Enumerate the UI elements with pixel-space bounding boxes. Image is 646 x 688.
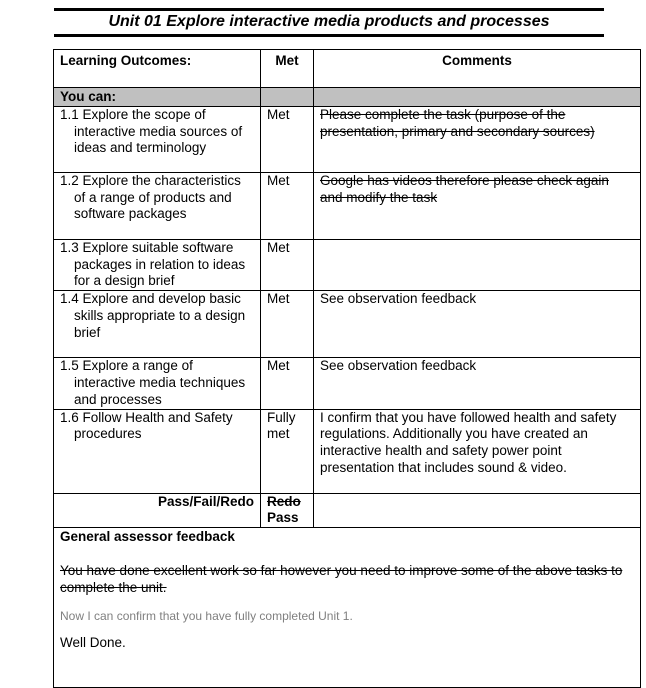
document-title: Unit 01 Explore interactive media products and processes (108, 13, 550, 30)
header-met: Met (261, 50, 314, 88)
table-row (54, 358, 641, 409)
met-1-1: Met (261, 106, 314, 172)
pass-fail-label: Pass/Fail/Redo (54, 493, 261, 528)
outcome-1-6: 1.6 Follow Health and Safety procedures (54, 409, 261, 493)
header-comments: Comments (314, 50, 641, 88)
outcome-1-5: 1.5 Explore a range of interactive media techniques and processes (54, 358, 261, 409)
table-row (54, 172, 641, 239)
pass-fail-struck: Redo (267, 493, 301, 509)
comment-1-1: Please complete the task (purpose of the presentation, primary and secondary sources) (314, 106, 641, 172)
general-feedback (54, 528, 641, 688)
table-row (54, 239, 641, 290)
met-1-3: Met (261, 239, 314, 290)
comment-1-2: Google has videos therefore please check again and modify the task (314, 172, 641, 239)
feedback-struck-text: You have done excellent work so far however you need to improve some of the above tasks to complete the unit. (60, 562, 623, 595)
you-can-label: You can: (54, 88, 261, 107)
document-header (54, 8, 604, 37)
table-row (54, 106, 641, 172)
feedback-heading: General assessor feedback (60, 529, 235, 545)
feedback-sign-off: Well Done. (60, 635, 126, 651)
outcome-1-3: 1.3 Explore suitable software packages in relation to ideas for a design brief (54, 239, 261, 290)
comment-1-5: See observation feedback (314, 358, 641, 409)
table-header-row (54, 50, 641, 88)
feedback-confirmation: Now I can confirm that you have fully completed Unit 1. (60, 608, 353, 623)
met-1-4: Met (261, 291, 314, 358)
comment-1-4: See observation feedback (314, 291, 641, 358)
outcome-1-1: 1.1 Explore the scope of interactive media sources of ideas and terminology (54, 106, 261, 172)
outcome-1-2: 1.2 Explore the characteristics of a range of products and software packages (54, 172, 261, 239)
pass-fail-row (54, 493, 641, 528)
table-row (54, 291, 641, 358)
comment-1-3 (314, 239, 641, 290)
pass-fail-result: Pass (267, 510, 299, 526)
bottom-rule (54, 34, 604, 37)
met-1-2: Met (261, 172, 314, 239)
met-1-5: Met (261, 358, 314, 409)
header-outcomes: Learning Outcomes: (54, 50, 261, 88)
met-1-6: Fully met (261, 409, 314, 493)
feedback-row (54, 528, 641, 688)
outcome-1-4: 1.4 Explore and develop basic skills appropriate to a design brief (54, 291, 261, 358)
pass-fail-value (261, 493, 314, 528)
comment-1-6: I confirm that you have followed health and safety regulations. Additionally you have created an interactive health and safety power point presentation that includes sound & video. (314, 409, 641, 493)
table-row (54, 409, 641, 493)
outcomes-table (53, 49, 641, 688)
you-can-row (54, 88, 641, 107)
